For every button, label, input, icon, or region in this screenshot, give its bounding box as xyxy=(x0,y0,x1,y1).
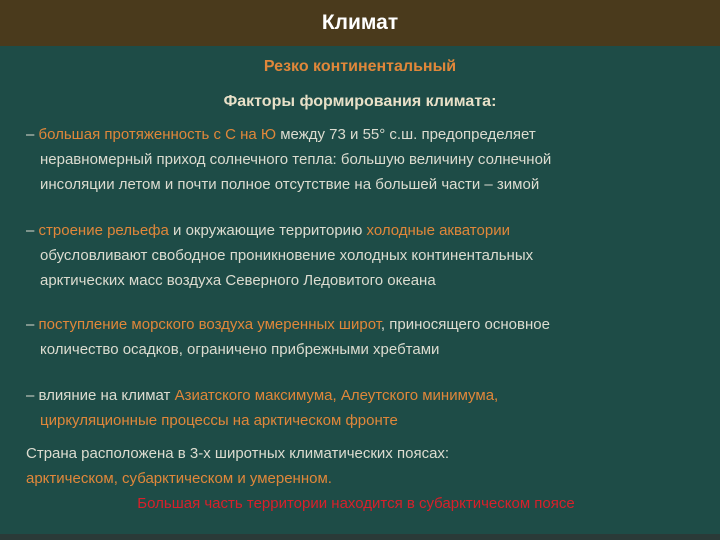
factor-paragraph-1 xyxy=(26,122,686,197)
paragraph-line xyxy=(26,122,686,147)
highlight-text: поступление морского воздуха умеренных широт xyxy=(38,316,381,333)
paragraph-line: арктическом, субарктическом и умеренном. xyxy=(26,470,332,487)
paragraph-line: Страна расположена в 3-х широтных климатических поясах: xyxy=(26,445,450,462)
body-text: – влияние на климат xyxy=(26,387,175,404)
paragraph-line: неравномерный приход солнечного тепла: большую величину солнечной xyxy=(40,151,552,168)
highlight-text: строение рельефа xyxy=(38,222,169,239)
paragraph-line: обусловливают свободное проникновение холодных континентальных xyxy=(40,247,534,264)
dash: – xyxy=(26,222,39,239)
highlight-text: холодные акватории xyxy=(366,222,510,239)
factor-paragraph-4 xyxy=(26,383,686,433)
paragraph-line xyxy=(26,312,686,337)
paragraph-line: арктических масс воздуха Северного Ледовитого океана xyxy=(40,272,436,289)
slide-title: Климат xyxy=(321,11,399,34)
section-heading: Факторы формирования климата: xyxy=(223,93,497,110)
bottom-bar xyxy=(0,534,720,540)
title-bar xyxy=(0,0,720,46)
body-text: , приносящего основное xyxy=(380,316,550,333)
paragraph-line xyxy=(26,383,686,408)
slide-subtitle: Резко континентальный xyxy=(263,58,457,75)
dash: – xyxy=(26,126,39,143)
paragraph-line: циркуляционные процессы на арктическом фронте xyxy=(40,412,398,429)
conclusion-line: Большая часть территории находится в субарктическом поясе xyxy=(137,495,575,512)
body-text: между 73 и 55° с.ш. предопределяет xyxy=(276,126,536,143)
highlight-text: большая протяженность с С на Ю xyxy=(38,126,277,143)
body-text: и окружающие территорию xyxy=(168,222,367,239)
factor-paragraph-3 xyxy=(26,312,686,362)
climate-zones-paragraph xyxy=(26,441,686,516)
highlight-text: Азиатского максимума, Алеутского минимума, xyxy=(174,387,499,404)
factor-paragraph-2 xyxy=(26,218,686,293)
paragraph-line xyxy=(26,218,686,243)
paragraph-line: количество осадков, ограничено прибрежными хребтами xyxy=(40,341,440,358)
dash: – xyxy=(26,316,39,333)
paragraph-line: инсоляции летом и почти полное отсутствие на большей части – зимой xyxy=(40,176,540,193)
